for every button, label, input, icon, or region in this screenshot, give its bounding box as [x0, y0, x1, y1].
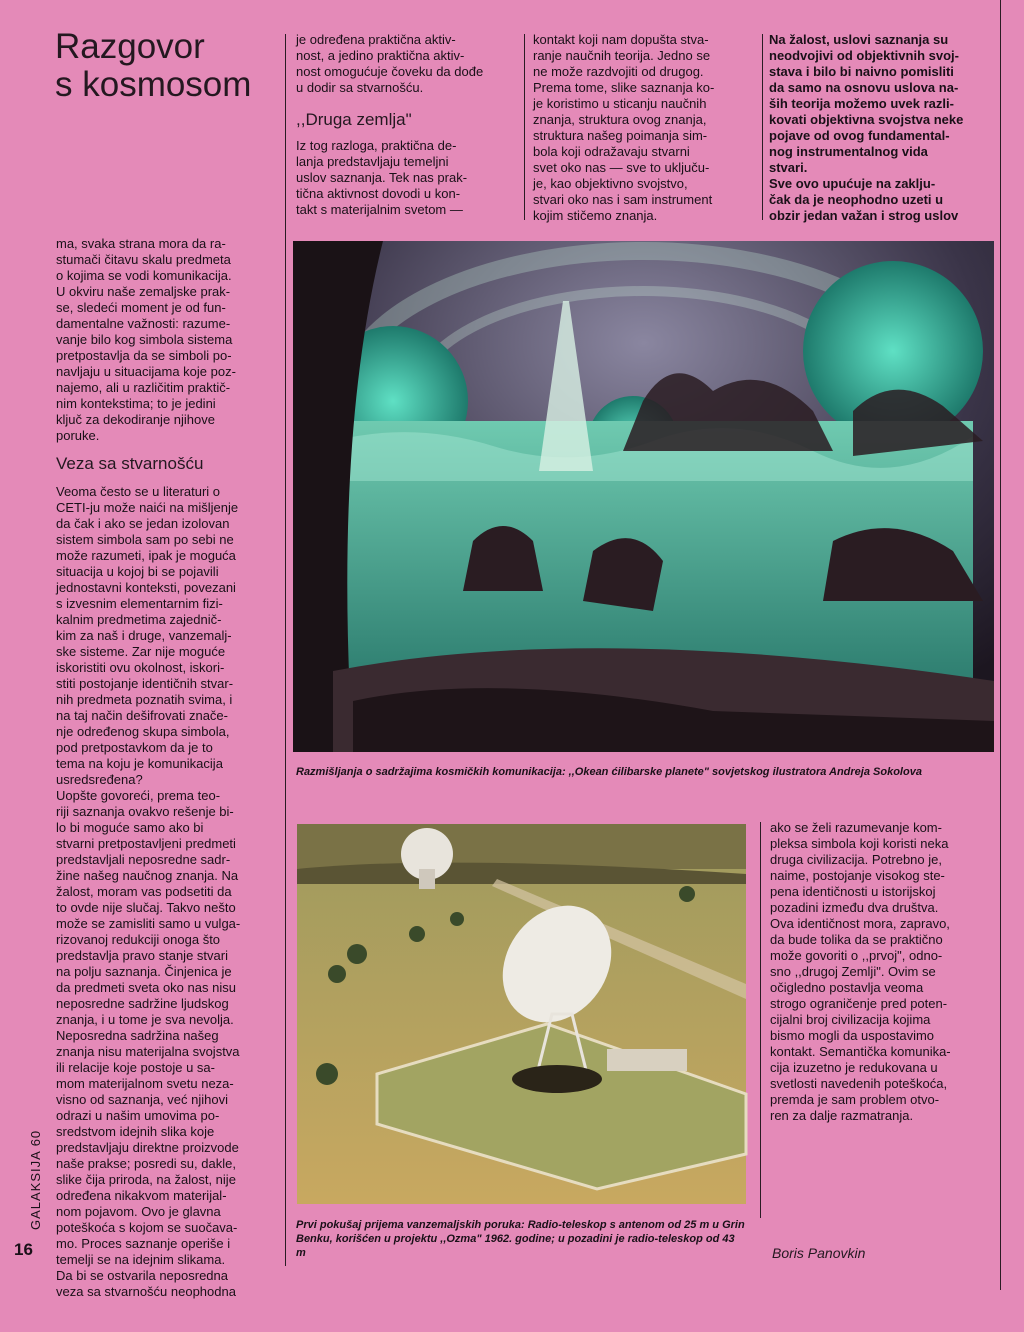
- column-rule: [285, 34, 286, 1266]
- body-text-top-col3: kontakt koji nam dopušta stva- ranje naučnih teorija. Jedno se ne može razdvojiti od drugog. Prema tome, slike saznanja ko- je koristimo u sticanju naučnih znanja, struktura ovog znanja, struktura našeg poimanja sim- bola koji odražavaju stvarni svet oko nas — sve to uključu- je, kao objektivno svojstvo, stvari oko nas i sam instrument kojim stičemo znanja.: [533, 32, 715, 223]
- page-number: 16: [14, 1240, 33, 1259]
- body-text-top-col4: Na žalost, uslovi saznanja su neodvojivi od objektivnih svoj- stava i bilo bi naivno pomisliti da samo na osnovu uslova na- ših teorija možemo uvek razli- kovati objektivna svojstva neke pojave od ovog fundamental- nog instrumentalnog vida stvari. Sve ovo upućuje na zaklju- čak da je neophodno uzeti u obzir jedan važan i strog uslov: [769, 32, 964, 223]
- illustration-artwork: [293, 241, 994, 752]
- column-rule: [762, 34, 763, 220]
- illustration-caption: Razmišljanja o sadržajima kosmičkih komunikacija: ,,Okean ćilibarske planete" sovjetskog ilustratora Andreja Sokolova: [296, 766, 922, 778]
- article-title: Razgovor s kosmosom: [55, 27, 252, 104]
- column-rule: [760, 822, 761, 1218]
- body-text-top-col2: je određena praktična aktiv- nost, a jedino praktična aktiv- nost omogućuje čoveku da dođe u dodir sa stvarnošću.: [296, 32, 484, 95]
- body-text-top-col2-cont: Iz tog razloga, praktična de- lanja predstavljaju temeljni uslov saznanja. Tek nas prak- tična aktivnost dovodi u kon- takt s materijalnim svetom —: [296, 138, 468, 217]
- photo-green-bank-radio-telescope: [297, 824, 746, 1204]
- author-byline: Boris Panovkin: [772, 1245, 866, 1261]
- body-text-left-col-a: ma, svaka strana mora da ra- stumači čitavu skalu predmeta o kojima se vodi komunikacija. U okviru naše zemaljske prak- se, sledeći moment je od fun- damentalne važnosti: razume- vanje bilo kog simbola sistema pretpostavlja da se simboli po- navljaju u situacijama koje poz- najemo, ali u različitim praktič- nim kontekstima; to je jedini ključ za dekodiranje njihove poruke.: [56, 236, 236, 443]
- running-head: GALAKSIJA 60: [28, 1129, 43, 1230]
- telescope-caption: Prvi pokušaj prijema vanzemaljskih poruka: Radio-teleskop s antenom od 25 m u Grin Benku, korišćen u projektu ,,Ozma" 1962. godine; u pozadini je radio-teleskop od 43 m: [296, 1219, 745, 1259]
- body-text-right-col-bottom: ako se želi razumevanje kom- pleksa simbola koji koristi neka druga civilizacija. Potrebno je, naime, postojanje visokog ste- pena identičnosti u istorijskoj pozadini između dva društva. Ova identičnost mora, zapravo, da bude tolika da se praktično može govoriti o ,,prvoj", odno- sno ,,drugoj Zemlji". Ovim se očigledno postavlja veoma strogo ograničenje pred poten- cijalni broj civilizacija kojima bismo mogli da uspostavimo kontakt. Semantička komunika- cija izuzetno je redukovana u svetlosti navedenih poteškoća, premda je sam problem otvo- ren za dalje razmatranja.: [770, 820, 951, 1123]
- column-rule: [1000, 0, 1001, 1290]
- section-heading-druga-zemlja: ,,Druga zemlja": [296, 110, 412, 129]
- section-heading-veza-sa-stvarnoscu: Veza sa stvarnošću: [56, 454, 204, 473]
- telescope-photo-artwork: [297, 824, 746, 1204]
- column-rule: [524, 34, 525, 220]
- illustration-amber-planet-ocean: [293, 241, 994, 752]
- body-text-left-col-b: Veoma često se u literaturi o CETI-ju može naići na mišljenje da čak i ako se jedan izolovan sistem simbola sam po sebi ne može razumeti, ipak je moguća situacija u kojoj bi se pojavili jednostavni konteksti, povezani s izvesnim elementarnim fizi- kalnim predmetima zajednič- kim za naš i druge, vanzemalj- ske sisteme. Zar nije moguće iskoristiti ovu okolnost, iskori- stiti postojanje identičnih stvar- nih predmeta poznatih svima, i na taj način dešifrovati znače- nje određenog skupa simbola, pod pretpostavkom da je to tema na koju je komunikacija usredsređena? Uopšte govoreći, prema teo- riji saznanja ovakvo rešenje bi- lo bi moguće samo ako bi stvarni pretpostavljeni predmeti predstavljali neposredne sadr- žine našeg naučnog znanja. Na žalost, moram vas podsetiti da to ovde nije slučaj. Takvo nešto može se zamisliti samo u vulga- rizovanoj redukciji onoga što predstavlja pravo stanje stvari na polju saznanja. Činjenica je da predmeti sveta oko nas nisu neposredne sadržine ljudskog znanja, i u tome je sva nevolja. Neposredna sadržina našeg znanja nisu materijalna svojstva ili relacije koje postoje u sa- mom materijalnom svetu neza- visno od saznanja, već njihovi odrazi u našim umovima po- sredstvom idejnih slika koje predstavljaju direktne proizvode naše prakse; posredi su, dakle, slike čija priroda, na žalost, nije određena nikakvom materijal- nom pojavom. Ovo je glavna poteškoća s kojom se suočava- mo. Proces saznanje operiše i temelji se na idejnim slikama. Da bi se ostvarila neposredna veza sa stvarnošću neophodna: [56, 484, 241, 1299]
